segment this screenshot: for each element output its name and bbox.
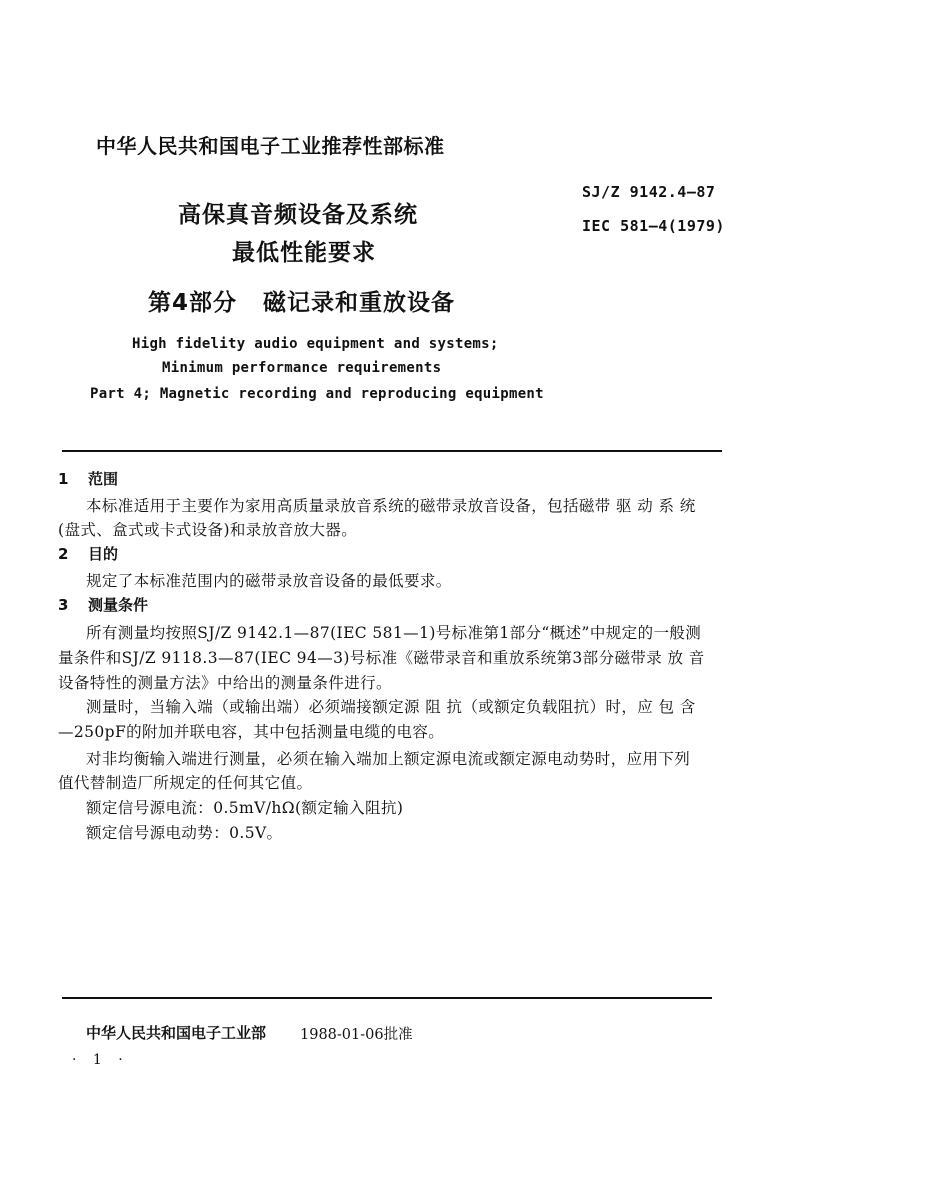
section-3-line: 所有测量均按照SJ/Z 9142.1—87(IEC 581—1)号标准第1部分“概述”中规定的一般测 (86, 624, 702, 642)
section-3-line: 量条件和SJ/Z 9118.3—87(IEC 94—3)号标准《磁带录音和重放系统第3部分磁带录 放 音 (58, 649, 705, 667)
section-3-line: 对非均衡输入端进行测量，必须在输入端加上额定源电流或额定源电动势时，应用下列 (86, 750, 691, 768)
section-2-heading (58, 543, 118, 564)
section-title: 目的 (88, 545, 119, 563)
top-divider (62, 450, 722, 452)
standard-number-sj: SJ/Z 9142.4—87 (582, 183, 716, 201)
section-title: 范围 (88, 470, 119, 488)
section-1-line: 本标准适用于主要作为家用高质量录放音系统的磁带录放音设备，包括磁带 驱 动 系 统 (86, 497, 696, 515)
footer-approval-date: 1988-01-06批准 (300, 1027, 413, 1043)
section-3-line: 设备特性的测量方法》中给出的测量条件进行。 (58, 674, 392, 692)
title-en-line3: Part 4; Magnetic recording and reproducing equipment (90, 386, 544, 402)
section-1-line: (盘式、盒式或卡式设备)和录放音放大器。 (58, 521, 358, 539)
footer-issuer: 中华人民共和国电子工业部 (86, 1024, 267, 1042)
page-number: · 1 · (72, 1052, 129, 1068)
section-number: 1 (58, 470, 69, 488)
section-1-heading (58, 468, 118, 489)
organization-standard-header: 中华人民共和国电子工业推荐性部标准 (96, 134, 445, 158)
title-en-line2: Minimum performance requirements (162, 360, 442, 376)
title-cn-line1: 高保真音频设备及系统 (178, 202, 418, 228)
part-label: 第4部分 (148, 290, 238, 316)
part-title: 磁记录和重放设备 (263, 290, 456, 316)
section-3-line: 额定信号源电动势：0.5V。 (86, 824, 283, 842)
standard-number-iec: IEC 581—4(1979) (582, 217, 725, 235)
bottom-divider (62, 997, 712, 999)
section-3-line: —250pF的附加并联电容，其中包括测量电缆的电容。 (58, 723, 445, 741)
section-3-line: 测量时，当输入端（或输出端）必须端接额定源 阻 抗（或额定负载阻抗）时，应 包 含 (86, 698, 696, 716)
title-cn-line2: 最低性能要求 (232, 240, 376, 266)
section-number: 2 (58, 545, 69, 563)
title-en-line1: High fidelity audio equipment and systems; (132, 336, 499, 352)
section-2-line: 规定了本标准范围内的磁带录放音设备的最低要求。 (86, 572, 452, 590)
section-3-line: 值代替制造厂所规定的任何其它值。 (58, 774, 313, 792)
section-number: 3 (58, 596, 69, 614)
section-title: 测量条件 (88, 596, 149, 614)
title-cn-part (148, 284, 455, 317)
section-3-heading (58, 594, 148, 615)
section-3-line: 额定信号源电流：0.5mV/hΩ(额定输入阻抗) (86, 799, 404, 817)
